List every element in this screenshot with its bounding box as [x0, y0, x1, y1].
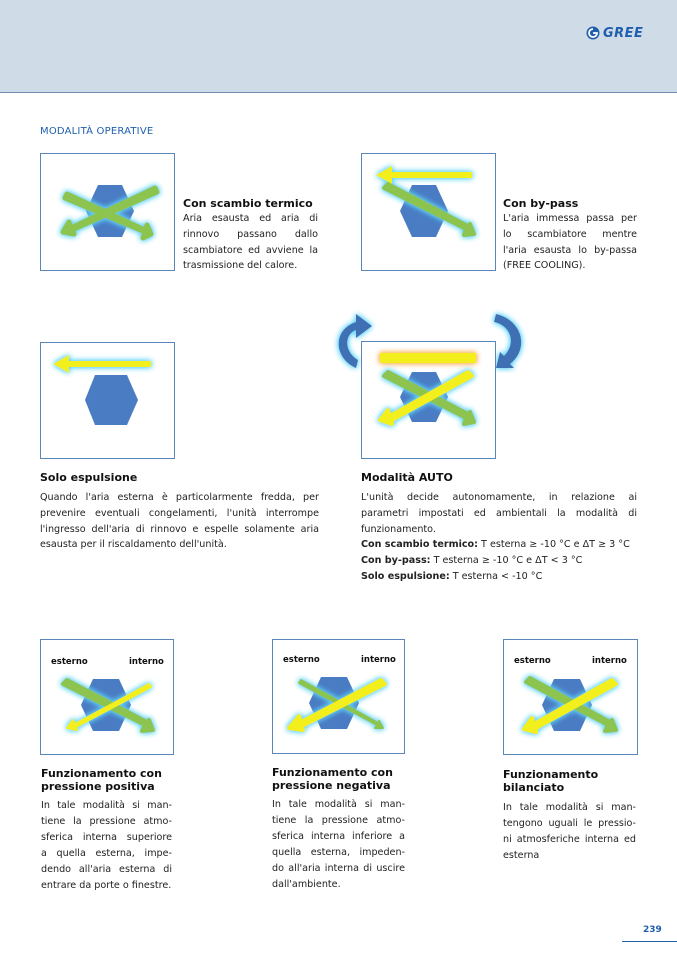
label-esterno: esterno — [514, 656, 551, 666]
label-interno: interno — [129, 657, 164, 667]
mode-title-espulsione: Solo espulsione — [40, 471, 138, 484]
auto-rule-espulsione: Solo espulsione: T esterna < -10 °C — [361, 570, 543, 582]
mode-title-auto: Modalità AUTO — [361, 471, 453, 484]
page-number-rule — [622, 941, 677, 942]
diagram-bilanciato — [503, 639, 638, 755]
gree-logo-icon — [586, 26, 600, 40]
pressure-desc-negativa: In tale modalità si man- tiene la pressione atmo- sferica interna inferiore a quella esterna, impeden- do all'aria interna di uscire dall'ambiente. — [272, 799, 405, 890]
brand-name: GREE — [603, 25, 644, 41]
diagram-pressione-negativa — [272, 639, 405, 754]
exchanger-hexagon-icon — [85, 375, 138, 425]
pressure-desc-bilanciato: In tale modalità si man- tengono uguali le pressio- ni atmosferiche interna ed esterna — [503, 802, 636, 861]
diagram-pressione-positiva — [40, 639, 174, 755]
mode-title-scambio: Con scambio termico — [183, 197, 313, 210]
brand-logo — [586, 25, 643, 41]
mode-desc-scambio: Aria esausta ed aria di rinnovo passano dallo scambiatore ed avviene la trasmissione del calore. — [183, 213, 318, 272]
diagram-solo-espulsione — [40, 342, 175, 459]
pressure-desc-positiva: In tale modalità si man- tiene la pressione atmo- sferica interna superiore a quella esterna, impe- dendo all'aria esterna di entrare da porte o finestre. — [41, 800, 172, 891]
diagram-scambio-termico — [40, 153, 175, 271]
bypass-air-bar-icon — [380, 353, 476, 363]
pressure-title-bilanciato: Funzionamento bilanciato — [503, 768, 599, 794]
label-interno: interno — [361, 655, 396, 665]
label-esterno: esterno — [283, 655, 320, 665]
diagram-modalita-auto — [361, 341, 496, 459]
auto-rule-scambio: Con scambio termico: T esterna ≥ -10 °C e ΔT ≥ 3 °C — [361, 539, 630, 551]
label-esterno: esterno — [51, 657, 88, 667]
pressure-title-negativa: Funzionamento con pressione negativa — [272, 766, 393, 792]
mode-desc-espulsione: Quando l'aria esterna è particolarmente fredda, per prevenire eventuali congelamenti, l'unità interrompe l'ingresso dell'aria di rinnovo e espelle solamente aria esausta per il riscaldamento dell'unità. — [40, 492, 319, 551]
bypass-air-arrow-icon — [376, 166, 472, 184]
label-interno: interno — [592, 656, 627, 666]
page-header — [0, 0, 677, 93]
mode-title-bypass: Con by-pass — [503, 197, 579, 210]
pressure-title-positiva: Funzionamento con pressione positiva — [41, 767, 162, 793]
exhaust-air-arrow-icon — [53, 355, 151, 373]
page-number: 239 — [643, 925, 662, 935]
auto-rule-bypass: Con by-pass: T esterna ≥ -10 °C e ΔT < 3 °C — [361, 555, 583, 567]
diagram-by-pass — [361, 153, 496, 271]
mode-desc-bypass: L'aria immessa passa per lo scambiatore mentre l'aria esausta lo by-passa (FREE COOLING). — [503, 213, 637, 272]
mode-desc-auto: L'unità decide autonomamente, in relazione ai parametri impostati ed ambientali la modalità di funzionamento. Con scambio termico: T esterna ≥ -10 °C e ΔT ≥ 3 °C Con by-pass: T esterna ≥ -10 °C e ΔT < 3 °C Solo espulsione: T esterna < -10 °C — [361, 490, 637, 585]
section-title: MODALITÀ OPERATIVE — [40, 126, 154, 137]
